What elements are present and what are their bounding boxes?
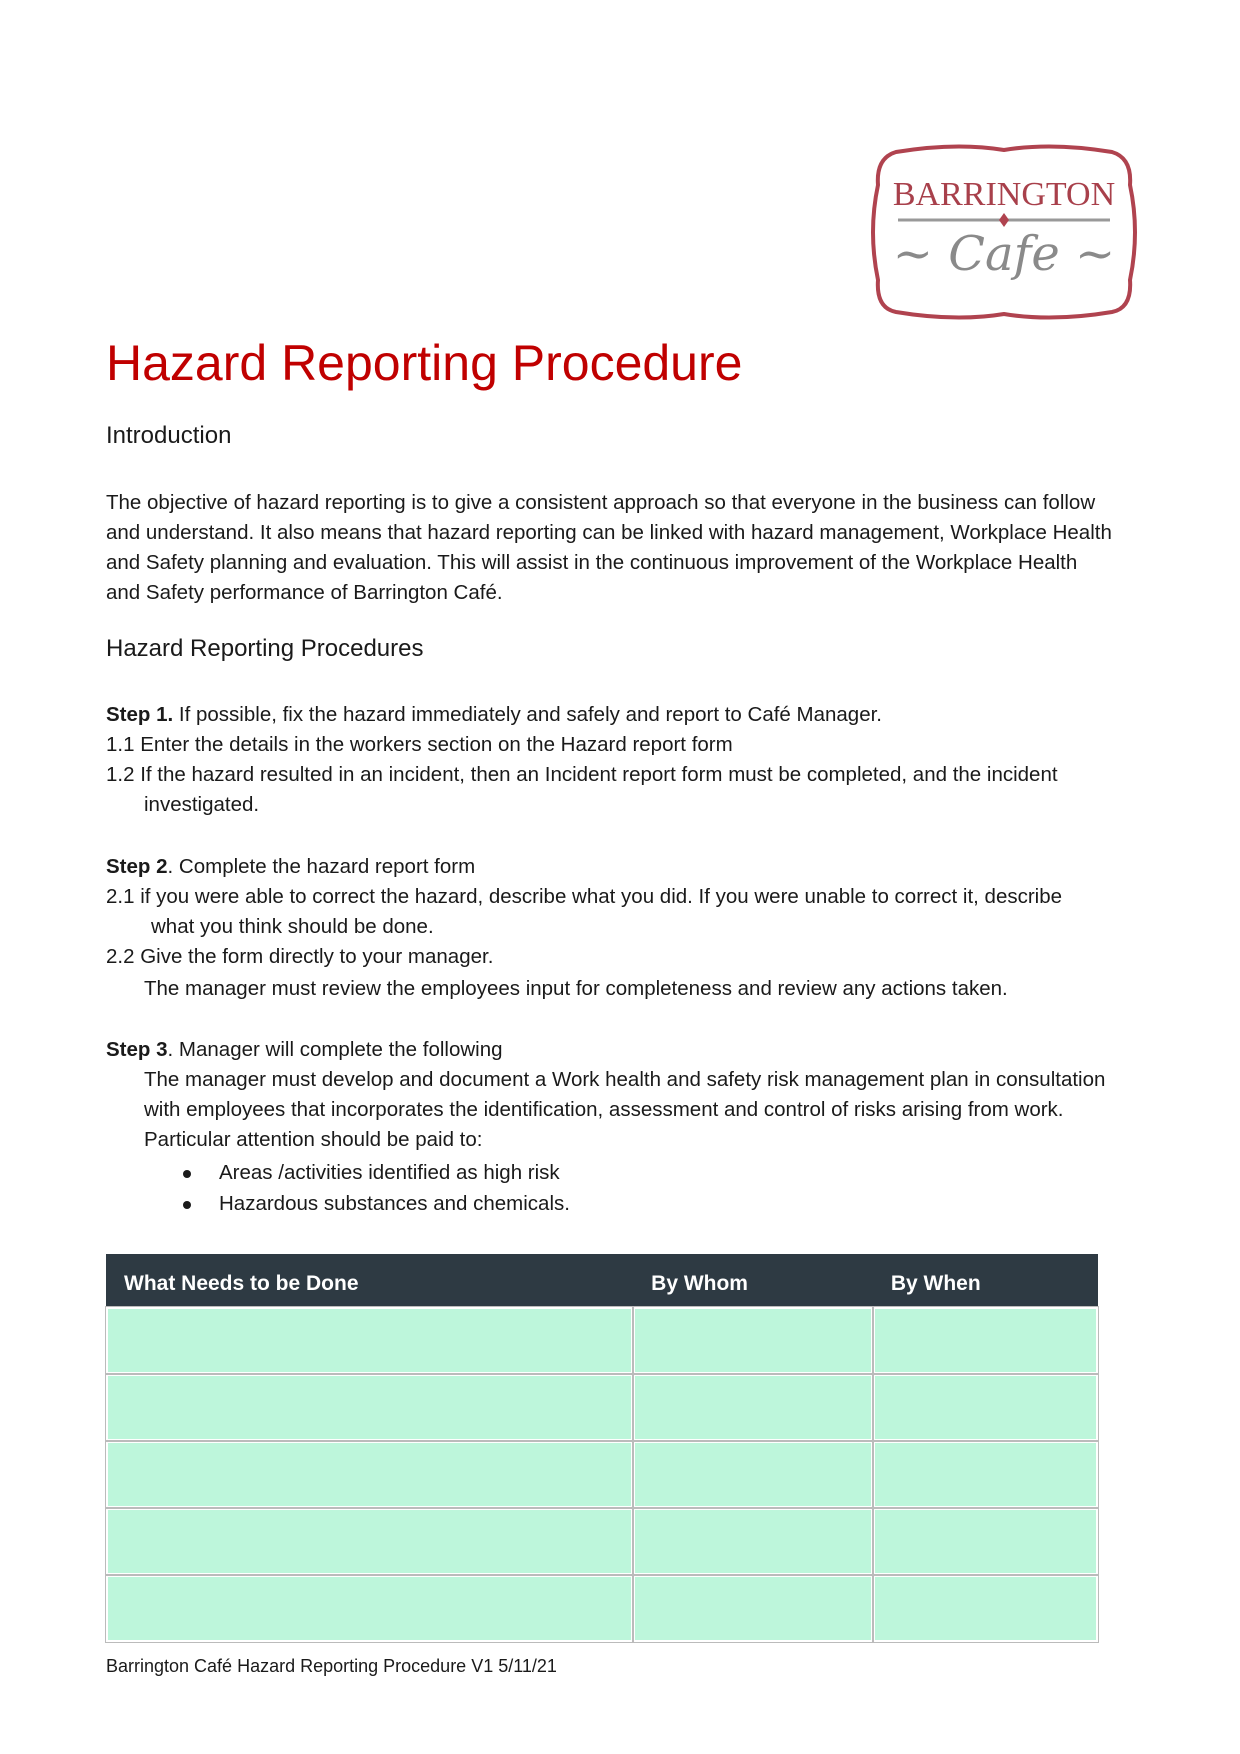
table-row [106, 1307, 1098, 1374]
step-label: Step 3 [106, 1038, 168, 1061]
logo [866, 140, 1142, 324]
intro-line: and understand. It also means that hazard reporting can be linked with hazard management, Workplace Health [106, 521, 1112, 544]
intro-heading: Introduction [106, 422, 232, 449]
step-line: with employees that incorporates the identification, assessment and control of risks arising from work. [144, 1098, 1064, 1121]
table-cell[interactable] [106, 1374, 633, 1441]
table-cell[interactable] [633, 1374, 873, 1441]
step-item: 2.2 Give the form directly to your manager. [106, 945, 494, 968]
bullet-icon [183, 1170, 191, 1178]
table-cell[interactable] [873, 1575, 1098, 1642]
table-cell[interactable] [106, 1441, 633, 1508]
step-note: The manager must review the employees input for completeness and review any actions taken. [144, 977, 1008, 1000]
table-row [106, 1508, 1098, 1575]
step-line: Particular attention should be paid to: [144, 1128, 483, 1151]
step-label: Step 2 [106, 855, 168, 878]
table-header-row [106, 1254, 1098, 1307]
table-cell[interactable] [873, 1307, 1098, 1374]
step-text: If possible, fix the hazard immediately and safely and report to Café Manager. [173, 703, 882, 726]
table-row [106, 1441, 1098, 1508]
step-line: The manager must develop and document a Work health and safety risk management plan in consultation [144, 1068, 1106, 1091]
table-cell[interactable] [633, 1575, 873, 1642]
table-cell[interactable] [633, 1441, 873, 1508]
bullet-item: Hazardous substances and chemicals. [185, 1189, 570, 1219]
page-title: Hazard Reporting Procedure [106, 335, 743, 391]
step-item-cont: what you think should be done. [151, 915, 434, 938]
column-header: What Needs to be Done [106, 1254, 633, 1307]
intro-line: and Safety planning and evaluation. This will assist in the continuous improvement of the Workplace Health [106, 551, 1078, 574]
step-label: Step 1. [106, 703, 174, 726]
table-cell[interactable] [106, 1575, 633, 1642]
column-header: By Whom [633, 1254, 873, 1307]
table-cell[interactable] [873, 1508, 1098, 1575]
step-item: 1.2 If the hazard resulted in an incident, then an Incident report form must be completed, and the incident [106, 763, 1058, 786]
step-text: . Complete the hazard report form [167, 855, 476, 878]
step-item: 1.1 Enter the details in the workers section on the Hazard report form [106, 733, 733, 756]
step-1 [106, 700, 882, 730]
step-item-cont: investigated. [144, 793, 260, 816]
step-item: 2.1 if you were able to correct the hazard, describe what you did. If you were unable to correct it, describe [106, 885, 1063, 908]
procedures-heading: Hazard Reporting Procedures [106, 635, 424, 662]
table-cell[interactable] [873, 1441, 1098, 1508]
svg-text:BARRINGTON: BARRINGTON [892, 176, 1116, 213]
svg-text:~ Cafe ~: ~ Cafe ~ [892, 226, 1116, 282]
table-row [106, 1374, 1098, 1441]
step-3 [106, 1035, 503, 1065]
step-text: . Manager will complete the following [167, 1038, 503, 1061]
step-2 [106, 852, 475, 882]
table-cell[interactable] [873, 1374, 1098, 1441]
footer: Barrington Café Hazard Reporting Procedure V1 5/11/21 [106, 1656, 557, 1676]
column-header: By When [873, 1254, 1098, 1307]
action-table [106, 1254, 1098, 1642]
table-cell[interactable] [106, 1307, 633, 1374]
bullet-item: Areas /activities identified as high risk [185, 1158, 560, 1188]
bullet-icon [183, 1201, 191, 1209]
intro-line: and Safety performance of Barrington Café. [106, 581, 503, 604]
table-row [106, 1575, 1098, 1642]
intro-line: The objective of hazard reporting is to give a consistent approach so that everyone in the business can follow [106, 491, 1096, 514]
logo-frame-icon [866, 140, 1142, 324]
table-cell[interactable] [633, 1508, 873, 1575]
table-cell[interactable] [633, 1307, 873, 1374]
table-cell[interactable] [106, 1508, 633, 1575]
